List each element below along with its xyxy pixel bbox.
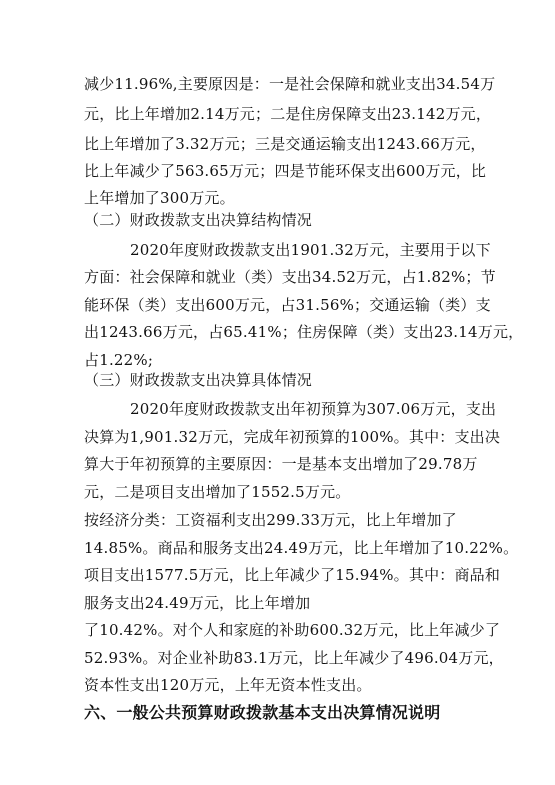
text-line: 算大于年初预算的主要原因：一是基本支出增加了29.78万 [84, 455, 478, 473]
text-line: 占1.22%; [84, 351, 154, 369]
section-subheading: （二）财政拨款支出决算结构情况 [84, 211, 313, 229]
text-line: 出1243.66万元，占65.41%；住房保障（类）支出23.14万元， [84, 323, 524, 341]
text-line: 方面：社会保障和就业（类）支出34.52万元，占1.82%；节 [84, 268, 496, 286]
text-line: 元，比上年增加2.14万元；二是住房保障支出23.142万元， [84, 105, 492, 123]
text-line: 14.85%。商品和服务支出24.49万元，比上年增加了10.22%。 [84, 539, 519, 557]
text-line: 项目支出1577.5万元，比上年减少了15.94%。其中：商品和 [84, 566, 501, 584]
text-line: 上年增加了300万元。 [84, 189, 235, 207]
text-line: 减少11.96%,主要原因是：一是社会保障和就业支出34.54万 [84, 75, 496, 93]
text-line: 比上年增加了3.32万元；三是交通运输支出1243.66万元， [84, 135, 486, 153]
text-line: 按经济分类：工资福利支出299.33万元，比上年增加了 [84, 511, 457, 529]
text-line: 元，二是项目支出增加了1552.5万元。 [84, 483, 351, 501]
text-line: 能环保（类）支出600万元，占31.56%；交通运输（类）支 [84, 296, 491, 314]
paragraph-first-line: 2020年度财政拨款支出1901.32万元，主要用于以下 [130, 241, 491, 259]
section-heading: 六、一般公共预算财政拨款基本支出决算情况说明 [84, 703, 441, 722]
text-line: 资本性支出120万元，上年无资本性支出。 [84, 676, 372, 694]
text-line: 比上年减少了563.65万元；四是节能环保支出600万元，比 [84, 162, 487, 180]
section-subheading: （三）财政拨款支出决算具体情况 [84, 371, 313, 389]
text-line: 服务支出24.49万元，比上年增加 [84, 594, 311, 612]
text-line: 了10.42%。对个人和家庭的补助600.32万元，比上年减少了 [84, 621, 501, 639]
paragraph-first-line: 2020年度财政拨款支出年初预算为307.06万元，支出 [130, 400, 497, 418]
text-line: 决算为1,901.32万元，完成年初预算的100%。其中：支出决 [84, 428, 501, 446]
text-line: 52.93%。对企业补助83.1万元，比上年减少了496.04万元， [84, 649, 504, 667]
